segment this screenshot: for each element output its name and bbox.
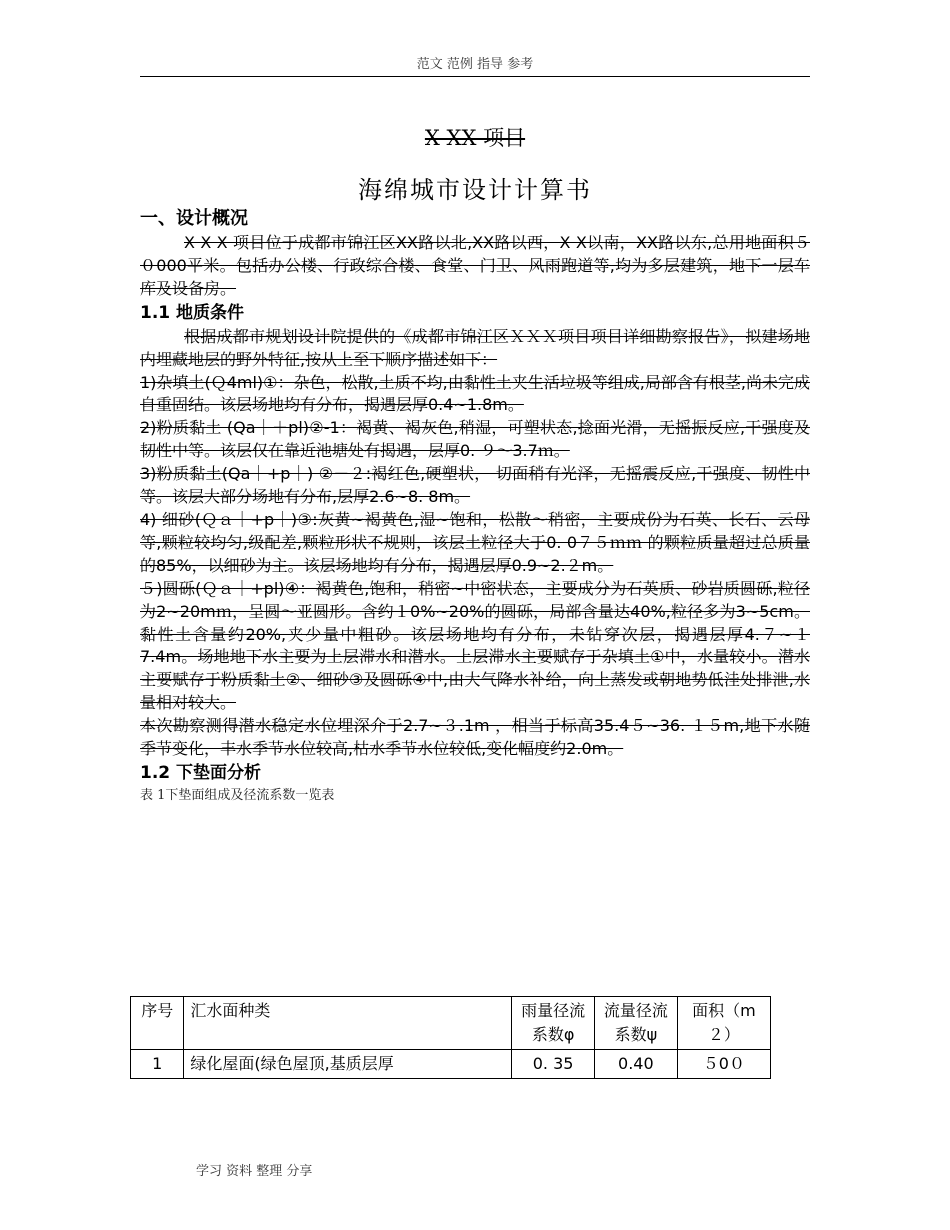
document-title: 海绵城市设计计算书 bbox=[358, 176, 592, 204]
geology-layer-5: ５)圆砾(Ｑａ｜+pl)④：褐黄色,饱和，稍密~中密状态，主要成分为石英质、砂岩质圆砾,粒径为2~20mｍ，呈圆～亚圆形。含约１0%~20%的圆砾，局部含量达40%,粒径多为3~5cm。黏性土含量约20%,夹少量中粗砂。该层场地均有分布，未钻穿次层，揭遇层厚4.７~１7.4m。场地地下水主要为上层滞水和潜水。上层滞水主要赋存于杂填土①中，水量较小。潜水主要赋存于粉质黏土②、细砂③及圆砾④中,由大气降水补给，向上蒸发或朝地势低洼处排泄,水量相对较大。 bbox=[140, 578, 810, 713]
overview-paragraph: X X X 项目位于成都市锦江区XX路以北,XX路以西，X X以南，XX路以东,总用地面积５０000平米。包括办公楼、行政综合楼、食堂、门卫、风雨跑道等,均为多层建筑，地下一层车库及设备房。 bbox=[140, 233, 810, 298]
section-heading-geology: 1.1 地质条件 bbox=[140, 302, 245, 323]
header-area: 面积（m２） bbox=[677, 997, 770, 1050]
cell-surface-type: 绿化屋面(绿色屋顶,基质层厚 bbox=[184, 1050, 512, 1079]
geology-layer-2: 2)粉质黏土 (Qa｜＋pl)②-1：褐黄、褐灰色,稍湿，可塑状态,捻面光滑，无摇振反应,干强度及韧性中等。该层仅在靠近池塘处有揭遇，层厚0. ９～3.7ｍ。 bbox=[140, 418, 810, 461]
groundwater-paragraph: 本次勘察测得潜水稳定水位埋深介于2.7~３.1m ，相当于标高35.4５~36. １５m,地下水随季节变化，丰水季节水位较高,枯水季节水位较低,变化幅度约2.0m。 bbox=[140, 716, 810, 759]
table-header-row bbox=[131, 997, 771, 1050]
cell-flow-coefficient: 0.40 bbox=[594, 1050, 677, 1079]
runoff-table bbox=[130, 996, 771, 1079]
page-footer: 学习 资料 整理 分享 bbox=[196, 1164, 313, 1179]
project-title: X XX 项目 bbox=[424, 126, 526, 150]
document-body bbox=[140, 206, 810, 804]
section-heading-surface: 1.2 下垫面分析 bbox=[140, 762, 262, 783]
table-row bbox=[131, 1050, 771, 1079]
header-flow-coefficient: 流量径流系数ψ bbox=[594, 997, 677, 1050]
cell-index: 1 bbox=[131, 1050, 184, 1079]
header-surface-type: 汇水面种类 bbox=[184, 997, 512, 1050]
table-caption: 表 1下垫面组成及径流系数一览表 bbox=[140, 787, 335, 803]
geology-layer-1: 1)杂填土(Ｑ4ml)①：杂色，松散,土质不均,由黏性土夹生活垃圾等组成,局部含有根茎,尚未完成自重固结。该层场地均有分布，揭遇层厚0.4~1.8m。 bbox=[140, 372, 810, 415]
geology-intro: 根据成都市规划设计院提供的《成都市锦江区ＸＸＸ项目项目详细勘察报告》，拟建场地内埋藏地层的野外特征,按从上至下顺序描述如下： bbox=[140, 326, 810, 369]
geology-layer-3: 3)粉质黏土(Qa｜+p｜) ②－２:褐红色,硬塑状， 切面稍有光泽，无摇震反应,干强度、韧性中等。该层大部分场地有分布,层厚2.6~8. 8m。 bbox=[140, 464, 810, 507]
section-heading-overview: 一、设计概况 bbox=[140, 208, 248, 229]
header-index: 序号 bbox=[131, 997, 184, 1050]
cell-area: ５0０ bbox=[677, 1050, 770, 1079]
header-rain-coefficient: 雨量径流系数φ bbox=[512, 997, 595, 1050]
geology-layer-4: 4) 细砂(Ｑａ｜+p｜)③:灰黄~褐黄色,湿~饱和，松散～稍密，主要成份为石英、长石、云母等,颗粒较均匀,级配差,颗粒形状不规则，该层土粒径大于0. 0７５ｍｍ 的颗粒质量超过总质量的85%，以细砂为主。该层场地均有分布，揭遇层厚0.9~2.２m。 bbox=[140, 509, 810, 575]
cell-rain-coefficient: 0. 35 bbox=[512, 1050, 595, 1079]
page-header: 范文 范例 指导 参考 bbox=[140, 53, 810, 77]
